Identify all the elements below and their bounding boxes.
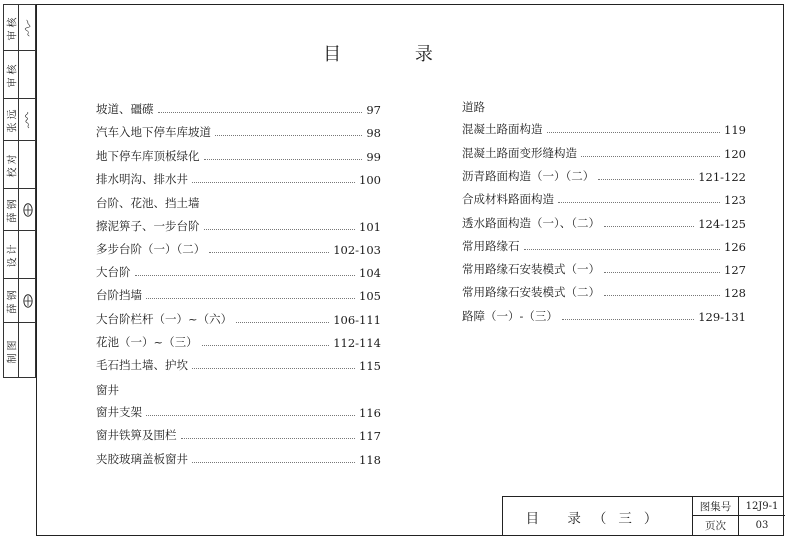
page-title: 目 录 — [323, 44, 467, 65]
sidebar-label: 校对 — [7, 151, 19, 178]
sidebar-label: 审核 — [7, 61, 19, 88]
toc-entry[interactable] — [462, 191, 746, 207]
dot-leader — [146, 298, 355, 299]
toc-entry-title: 合成材料路面构造 — [462, 192, 554, 207]
sidebar-label: 薛钢 — [7, 287, 19, 314]
dot-leader — [146, 415, 355, 416]
dot-leader — [581, 156, 720, 157]
dot-leader — [202, 345, 330, 346]
page-number-value: 03 — [755, 520, 769, 531]
toc-entry[interactable] — [462, 121, 746, 137]
toc-entry-title: 汽车入地下停车库坡道 — [96, 125, 211, 140]
toc-entry-title: 多步台阶（一）（二） — [96, 241, 206, 256]
sidebar-cell-drafting — [4, 323, 35, 377]
toc-entry[interactable] — [96, 171, 381, 187]
toc-entry-title: 混凝土路面变形缝构造 — [462, 145, 577, 160]
toc-entry[interactable] — [96, 148, 381, 164]
toc-entry[interactable] — [96, 357, 381, 373]
dot-leader — [604, 272, 720, 273]
toc-entry-title: 擦泥箅子、一步台阶 — [96, 218, 200, 233]
toc-entry-page: 112-114 — [333, 336, 381, 350]
dot-leader — [236, 322, 329, 323]
page-number-label: 页次 — [693, 516, 739, 535]
sidebar-cell-proofread — [4, 141, 35, 189]
atlas-number-label: 图集号 — [693, 497, 739, 515]
toc-entry[interactable] — [96, 427, 381, 443]
toc-entry-title: 花池（一）~（三） — [96, 335, 198, 349]
dot-leader — [158, 112, 363, 113]
atlas-number-value: 12J9-1 — [745, 500, 779, 512]
toc-entry-title: 大台阶栏杆（一）~（六） — [96, 311, 233, 326]
toc-entry[interactable] — [96, 264, 381, 280]
toc-entry-page: 106-111 — [333, 312, 381, 327]
signature-image — [19, 189, 37, 230]
toc-entry-title: 坡道、礓礤 — [96, 102, 154, 116]
dot-leader — [204, 229, 356, 230]
title-block-main: 目 录（三） — [503, 497, 693, 536]
toc-entry[interactable] — [96, 451, 381, 467]
sidebar-cell-design — [4, 231, 35, 279]
toc-entry-title: 路障（一）-（三） — [462, 308, 558, 323]
toc-entry[interactable] — [462, 145, 746, 161]
sidebar-label: 张远 — [7, 106, 19, 133]
dot-leader — [604, 226, 694, 227]
toc-entry-title: 排水明沟、排水井 — [96, 171, 188, 186]
page-number-row — [693, 516, 785, 535]
dot-leader — [204, 159, 363, 160]
toc-entry-title: 常用路缘石安装模式（二） — [462, 285, 600, 300]
toc-entry[interactable] — [462, 261, 746, 277]
toc-entry[interactable] — [96, 287, 381, 303]
toc-entry-page: 105 — [359, 289, 381, 304]
toc-entry-page: 126 — [724, 239, 746, 254]
toc-entry-title: 毛石挡土墙、护坎 — [96, 358, 188, 373]
toc-entry-title: 地下停车库顶板绿化 — [96, 148, 200, 163]
toc-entry[interactable] — [462, 215, 746, 231]
toc-entry-page: 119 — [724, 123, 746, 138]
toc-entry-title: 窗井铁箅及围栏 — [96, 428, 177, 443]
dot-leader — [192, 462, 355, 463]
toc-entry-page: 116 — [359, 405, 381, 420]
toc-entry[interactable] — [96, 101, 381, 117]
toc-entry-title: 常用路缘石安装模式（一） — [462, 262, 600, 277]
title-block — [502, 496, 784, 536]
dot-leader — [558, 202, 720, 203]
sidebar-cell-xuegang-2 — [4, 279, 35, 323]
toc-entry-page: 117 — [359, 429, 381, 444]
sidebar-label: 薛钢 — [7, 196, 19, 223]
toc-entry[interactable] — [96, 241, 381, 257]
toc-section-heading: 台阶、花池、挡土墙 — [96, 196, 200, 211]
dot-leader — [598, 179, 694, 180]
sidebar-cell-zhangyuan — [4, 99, 35, 141]
dot-leader — [192, 368, 355, 369]
toc-entry[interactable] — [462, 308, 746, 324]
toc-entry-page: 127 — [724, 263, 746, 278]
toc-entry[interactable] — [96, 334, 381, 350]
signature-image — [19, 99, 37, 140]
toc-entry-page: 101 — [359, 219, 381, 234]
toc-section-heading: 窗井 — [96, 382, 119, 397]
toc-entry[interactable] — [462, 238, 746, 254]
toc-entry-page: 124-125 — [698, 216, 746, 231]
toc-entry[interactable] — [462, 168, 746, 184]
toc-entry-page: 99 — [366, 149, 381, 164]
toc-entry[interactable] — [96, 218, 381, 234]
toc-entry-page: 128 — [724, 286, 746, 301]
toc-entry-title: 窗井支架 — [96, 404, 142, 419]
toc-entry[interactable] — [462, 284, 746, 300]
toc-entry-page: 123 — [724, 193, 746, 208]
dot-leader — [524, 249, 721, 250]
toc-entry[interactable] — [96, 311, 381, 327]
toc-entry[interactable] — [96, 124, 381, 140]
toc-entry-title: 沥青路面构造（一）（二） — [462, 168, 595, 183]
toc-entry-title: 常用路缘石 — [462, 238, 520, 253]
toc-entry-page: 104 — [359, 266, 381, 281]
toc-entry-title: 透水路面构造（一）、（二） — [462, 215, 600, 230]
dot-leader — [547, 132, 721, 133]
dot-leader — [562, 319, 694, 320]
toc-entry-page: 100 — [359, 172, 381, 187]
toc-entry-page: 120 — [724, 146, 746, 161]
sidebar-cell-xuegang-1 — [4, 189, 35, 231]
toc-entry-title: 夹胶玻璃盖板窗井 — [96, 451, 188, 466]
dot-leader — [209, 252, 329, 253]
toc-entry-page: 121-122 — [698, 169, 746, 184]
sidebar-label: 审核 — [7, 14, 19, 41]
dot-leader — [181, 438, 356, 439]
toc-entry-page: 129-131 — [698, 309, 746, 324]
toc-entry-title: 台阶挡墙 — [96, 288, 142, 303]
toc-section-heading: 道路 — [462, 100, 485, 114]
toc-entry-title: 大台阶 — [96, 265, 131, 280]
sidebar-label: 制图 — [7, 337, 19, 363]
atlas-number-row — [693, 497, 785, 516]
toc-entry-title: 混凝土路面构造 — [462, 122, 543, 137]
toc-entry-page: 118 — [359, 452, 381, 467]
toc-entry-page: 115 — [359, 359, 381, 374]
toc-entry[interactable] — [96, 404, 381, 420]
dot-leader — [215, 135, 362, 136]
toc-entry-page: 102-103 — [333, 242, 381, 257]
toc-entry-page: 97 — [366, 103, 381, 117]
signature-image — [19, 279, 37, 322]
dot-leader — [135, 275, 356, 276]
dot-leader — [604, 295, 720, 296]
toc-entry-page: 98 — [366, 126, 381, 141]
sidebar-label: 设计 — [7, 241, 19, 268]
dot-leader — [192, 182, 355, 183]
